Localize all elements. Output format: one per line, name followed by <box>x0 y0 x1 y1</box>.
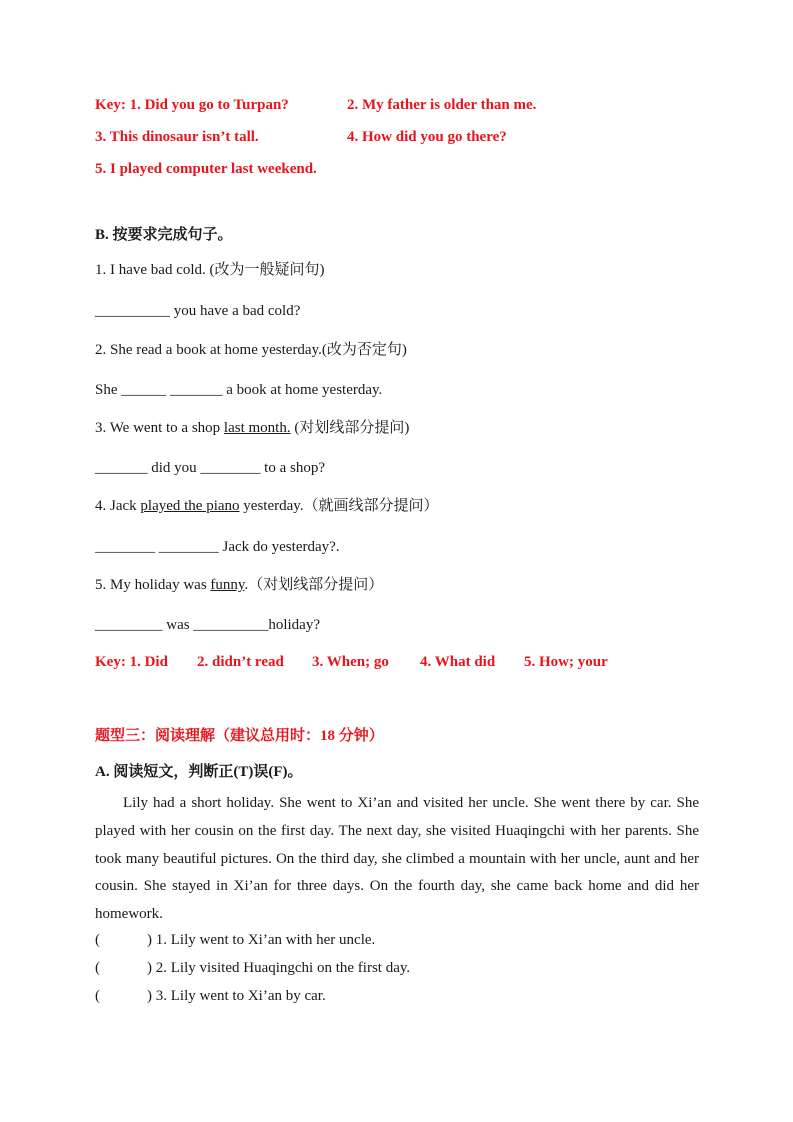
section-3-heading: 题型三：阅读理解（建议总用时：18 分钟） <box>95 728 384 744</box>
tf-item-2-blank[interactable]: ( <box>95 960 100 976</box>
key-a-item-4: 4. How did you go there? <box>347 129 507 145</box>
question-3-pre: 3. We went to a shop <box>95 420 224 436</box>
answer-line-3: _______ did you ________ to a shop? <box>95 460 325 476</box>
question-3 <box>95 418 409 438</box>
key-a-item-3: 3. This dinosaur isn’t tall. <box>95 129 259 145</box>
question-2: 2. She read a book at home yesterday.(改为否定句) <box>95 342 407 358</box>
key-a-item-5: 5. I played computer last weekend. <box>95 161 317 177</box>
section-b-title: B. 按要求完成句子。 <box>95 227 233 243</box>
key-b-item-3: 3. When; go <box>312 654 389 670</box>
question-4-post: yesterday.（就画线部分提问） <box>239 498 439 514</box>
question-4-underlined: played the piano <box>140 498 240 514</box>
tf-item-2-text: ) 2. Lily visited Huaqingchi on the first day. <box>147 960 411 976</box>
question-1: 1. I have bad cold. (改为一般疑问句) <box>95 262 325 278</box>
tf-item-2 <box>95 958 410 978</box>
question-5-underlined: funny <box>210 577 245 593</box>
question-4 <box>95 496 439 516</box>
tf-item-3-text: ) 3. Lily went to Xi’an by car. <box>147 988 326 1004</box>
key-a-item-2: 2. My father is older than me. <box>347 97 537 113</box>
answer-line-1: __________ you have a bad cold? <box>95 303 301 319</box>
tf-item-1 <box>95 930 375 950</box>
key-b-item-1: Key: 1. Did <box>95 654 168 670</box>
question-5-pre: 5. My holiday was <box>95 577 211 593</box>
tf-item-1-text: ) 1. Lily went to Xi’an with her uncle. <box>147 932 376 948</box>
part-a-title: A. 阅读短文，判断正(T)误(F)。 <box>95 764 303 780</box>
question-3-underlined: last month. <box>223 420 291 436</box>
key-b-item-2: 2. didn’t read <box>197 654 284 670</box>
question-3-post: (对划线部分提问) <box>290 420 410 436</box>
answer-line-2: She ______ _______ a book at home yesterday. <box>95 382 383 398</box>
reading-passage: Lily had a short holiday. She went to Xi’an and visited her uncle. She went there by car. She played with her cousin on the first day. The next day, she visited Huaqingchi with her parents. She took many beautiful pictures. On the third day, she climbed a mountain with her uncle, aunt and her cousin. She stayed in Xi’an for three days. On the fourth day, she came back home and did her homework. <box>95 795 699 923</box>
answer-line-4: ________ ________ Jack do yesterday?. <box>95 539 340 555</box>
tf-item-1-blank[interactable]: ( <box>95 932 100 948</box>
key-b-item-4: 4. What did <box>420 654 496 670</box>
key-a-line-1 <box>95 95 289 115</box>
question-5-post: .（对划线部分提问） <box>244 577 384 593</box>
key-b-item-5: 5. How; your <box>524 654 608 670</box>
question-5 <box>95 575 383 595</box>
key-a-item-1: Key: 1. Did you go to Turpan? <box>95 97 289 113</box>
tf-item-3-blank[interactable]: ( <box>95 988 100 1004</box>
tf-item-3 <box>95 986 326 1006</box>
answer-line-5: _________ was __________holiday? <box>95 617 320 633</box>
question-4-pre: 4. Jack <box>95 498 141 514</box>
